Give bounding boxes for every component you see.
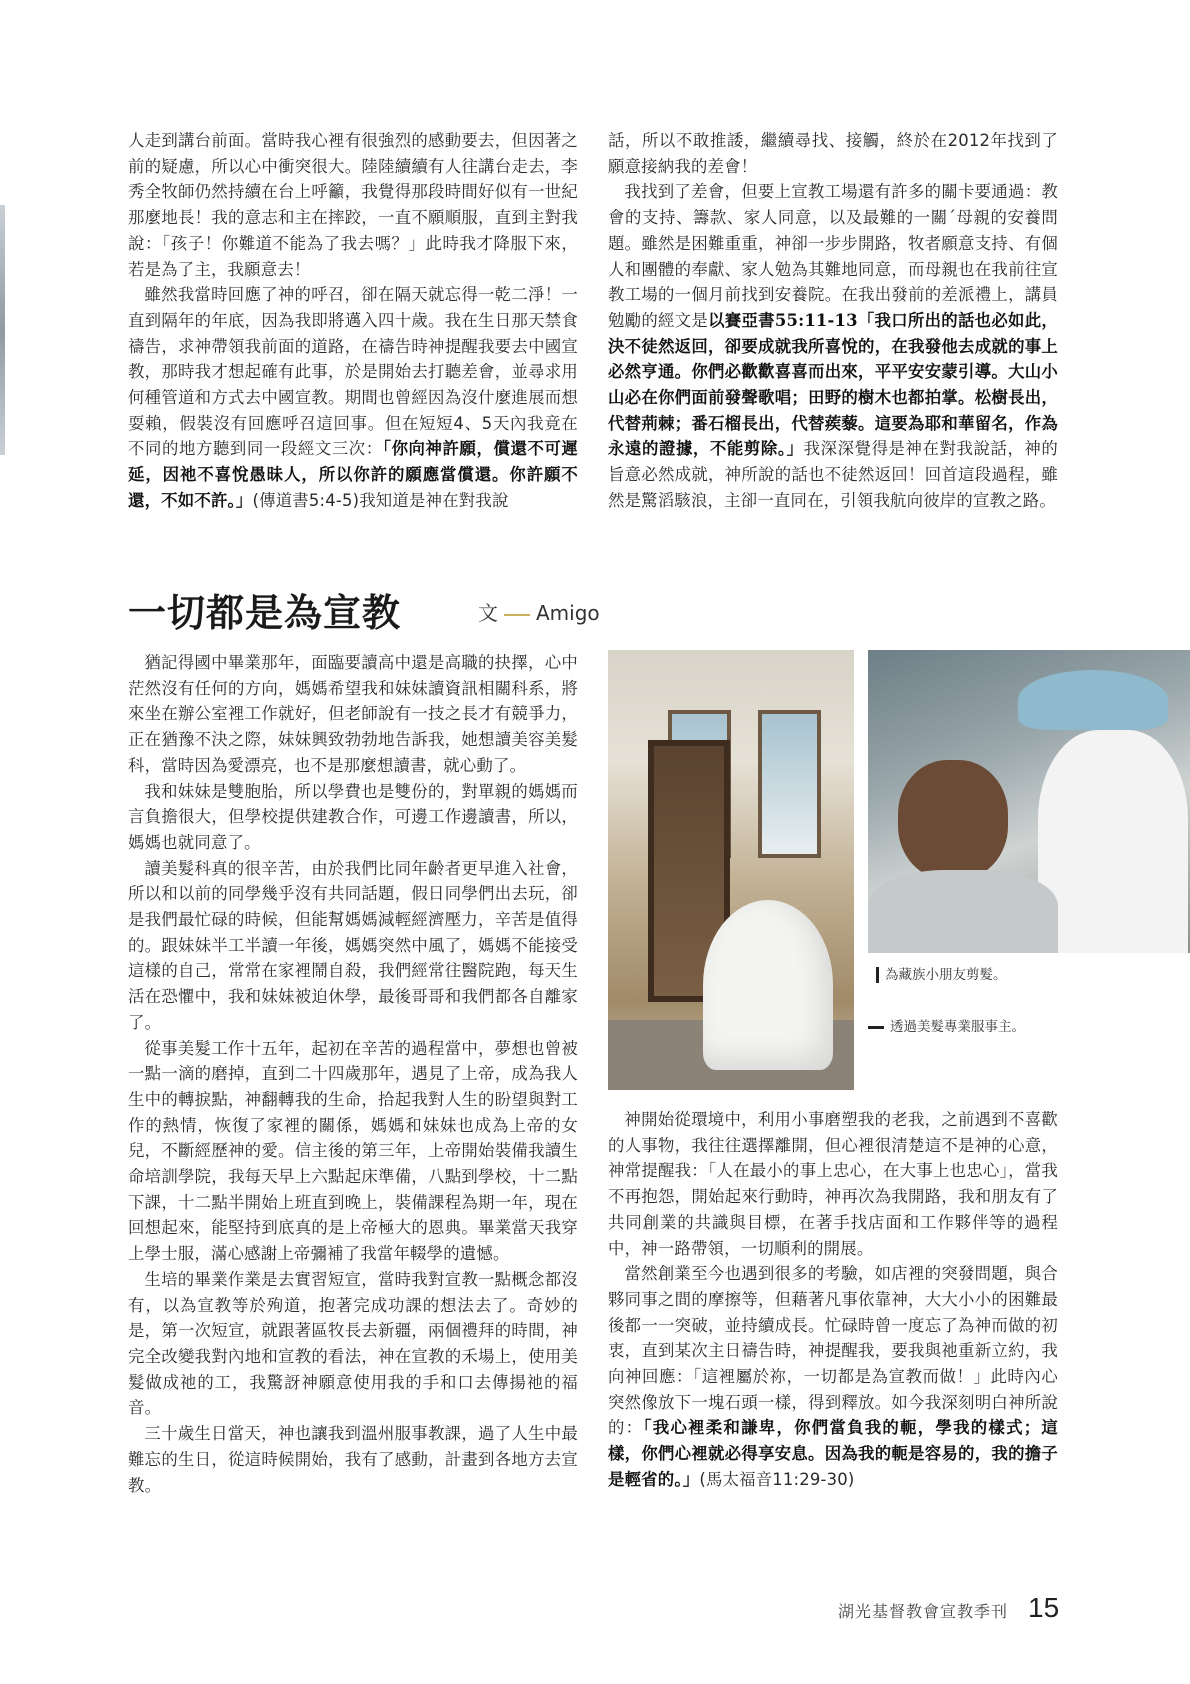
paragraph: 我找到了差會，但要上宣教工場還有許多的關卡要通過：教會的支持、籌款、家人同意，以及最難的一關ˊ母親的安養問題。雖然是困難重重，神卻一步步開路，牧者願意支持、有個人和團體的奉獻、家人勉為其難地同意，而母親也在我前往宣教工場的一個月前找到安養院。在我出發前的差派禮上，講員勉勵的經文是以賽亞書55:11-13「我口所出的話也必如此，決不徒然返回，卻要成就我所喜悅的，在我發他去成就的事上必然亨通。你們必歡歡喜喜而出來，平平安安蒙引導。大山小山必在你們面前發聲歌唱；田野的樹木也都拍掌。松樹長出，代替荊棘；番石榴長出，代替蒺藜。這要為耶和華留名，作為永遠的證據，不能剪除。」我深深覺得是神在對我說話，神的旨意必然成就，神所說的話也不徒然返回！回首這段過程，雖然是驚滔駭浪，主卻一直同在，引領我航向彼岸的宣教之路。 [608,182,1059,510]
text-column-bottom-right [608,1107,1058,1493]
author-name: Amigo [536,601,600,625]
page-number: 15 [1028,1592,1060,1623]
paragraph: 話，所以不敢推諉，繼續尋找、接觸，終於在2012年找到了願意接納我的差會！ [608,131,1058,176]
hairdresser-figure [1038,730,1188,953]
publication-name: 湖光基督教會宣教季刊 [838,1602,1009,1621]
boy-figure [898,760,1008,880]
paragraph: 雖然我當時回應了神的呼召，卻在隔天就忘得一乾二淨！一直到隔年的年底，因為我即將邁入四十歲。我在生日那天禁食禱告，求神帶領我前面的道路，在禱告時神提醒我要去中國宣教，那時我才想起確有此事，於是開始去打聽差會，並尋求用何種管道和方式去中國宣教。期間也曾經因為沒什麼進展而想耍賴，假裝沒有回應呼召這回事。但在短短4、5天內我竟在不同的地方聽到同一段經文三次：「你向神許願，償還不可遲延，因祂不喜悅愚昧人，所以你許的願應當償還。你許願不還，不如不許。」(傳道書5:4-5)我知道是神在對我說 [128,285,579,510]
text-column-top-right [608,128,1058,514]
haircut-cape [868,870,1058,953]
salon-window [758,710,821,858]
article-title: 一切都是為宣教 [128,591,402,635]
photo-caption: 為藏族小朋友剪髮。 [876,966,1007,984]
paragraph: 當然創業至今也遇到很多的考驗，如店裡的突發問題，與合夥同事之間的摩擦等，但藉著凡事依靠神，大大小小的困難最後都一一突破，並持續成長。忙碌時曾一度忘了為神而做的初衷，直到某次主日禱告時，神提醒我，要我與祂重新立約，我向神回應：「這裡屬於祢，一切都是為宣教而做！」此時內心突然像放下一塊石頭一樣，得到釋放。如今我深刻明白神所說的：「我心裡柔和謙卑，你們當負我的軛，學我的樣式；這樣，你們心裡就必得享安息。因為我的軛是容易的，我的擔子是輕省的。」(馬太福音11:29-30) [608,1264,1058,1489]
text-column-bottom-left [128,650,578,1498]
paragraph: 生培的畢業作業是去實習短宣，當時我對宣教一點概念都沒有，以為宣教等於殉道，抱著完成功課的想法去了。奇妙的是，第一次短宣，就跟著區牧長去新疆，兩個禮拜的時間，神完全改變我對內地和宣教的看法，神在宣教的禾場上，使用美髮做成祂的工，我驚訝神願意使用我的手和口去傳揚祂的福音。 [128,1269,578,1418]
article-header [128,590,598,636]
caption-marker [876,967,879,983]
paragraph: 人走到講台前面。當時我心裡有很強烈的感動要去，但因著之前的疑慮，所以心中衝突很大。陸陸續續有人往講台走去，李秀全牧師仍然持續在台上呼籲，我覺得那段時間好似有一世紀那麼地長！我的意志和主在摔跤，一直不願順服，直到主對我說：「孩子！你難道不能為了我去嗎？」此時我才降服下來，若是為了主，我願意去！ [128,131,578,279]
byline: 文 Amigo [478,601,600,625]
edge-decoration [0,205,5,455]
paragraph: 三十歲生日當天，神也讓我到溫州服事教課，過了人生中最難忘的生日，從這時候開始，我有了感動，計畫到各地方去宣教。 [128,1424,578,1495]
photo-haircut [868,650,1190,953]
hairdresser-cap [1018,670,1168,730]
scripture-quote: 「你向神許願，償還不可遲延，因祂不喜悅愚昧人，所以你許的願應當償還。你許願不還，不如不許。」 [128,439,579,510]
byline-dash [504,614,530,616]
scripture-quote: 以賽亞書55:11-13「我口所出的話也必如此，決不徒然返回，卻要成就我所喜悅的，在我發他去成就的事上必然亨通。你們必歡歡喜喜而出來，平平安安蒙引導。大山小山必在你們面前發聲歌唱；田野的樹木也都拍掌。松樹長出，代替荊棘；番石榴長出，代替蒺藜。這要為耶和華留名，作為永遠的證據，不能剪除。」 [608,310,1058,459]
photo-salon [608,650,854,1090]
caption-marker [868,1026,884,1029]
paragraph: 猶記得國中畢業那年，面臨要讀高中還是高職的抉擇，心中茫然沒有任何的方向，媽媽希望我和妹妹讀資訊相關科系，將來坐在辦公室裡工作就好，但老師說有一技之長才有競爭力，正在猶豫不決之際，妹妹興致勃勃地告訴我，她想讀美容美髮科，當時因為愛漂亮，也不是那麼想讀書，就心動了。 [128,653,578,775]
paragraph: 神開始從環境中，利用小事磨塑我的老我，之前遇到不喜歡的人事物，我往往選擇離開，但心裡很清楚這不是神的心意，神常提醒我：「人在最小的事上忠心，在大事上也忠心」，當我不再抱怨，開始起來行動時，神再次為我開路，我和朋友有了共同創業的共識與目標，在著手找店面和工作夥伴等的過程中，神一路帶領，一切順利的開展。 [608,1110,1058,1258]
paragraph: 我和妹妹是雙胞胎，所以學費也是雙份的，對單親的媽媽而言負擔很大，但學校提供建教合作，可邊工作邊讀書，所以，媽媽也就同意了。 [128,781,578,852]
text-column-top-left [128,128,578,514]
scripture-quote: 「我心裡柔和謙卑，你們當負我的軛，學我的樣式；這樣，你們心裡就必得享安息。因為我的軛是容易的，我的擔子是輕省的。」 [608,1418,1058,1489]
photo-caption: 透過美髮專業服事主。 [868,1018,1025,1036]
paragraph: 從事美髮工作十五年，起初在辛苦的過程當中，夢想也曾被一點一滴的磨掉，直到二十四歲那年，遇見了上帝，成為我人生中的轉捩點，神翻轉我的生命，拾起我對人生的盼望與對工作的熱情，恢復了家裡的關係，媽媽和妹妹也成為上帝的女兒，不斷經歷神的愛。信主後的第三年，上帝開始裝備我讀生命培訓學院，我每天早上六點起床準備，八點到學校，十二點下課，十二點半開始上班直到晚上，裝備課程為期一年，現在回想起來，能堅持到底真的是上帝極大的恩典。畢業當天我穿上學士服，滿心感謝上帝彌補了我當年輟學的遺憾。 [128,1038,578,1264]
salon-cape [703,900,833,1070]
paragraph: 讀美髮科真的很辛苦，由於我們比同年齡者更早進入社會，所以和以前的同學幾乎沒有共同話題，假日同學們出去玩，卻是我們最忙碌的時候，但能幫媽媽減輕經濟壓力，辛苦是值得的。跟妹妹半工半讀一年後，媽媽突然中風了，媽媽不能接受這樣的自己，常常在家裡鬧自殺，我們經常往醫院跑，每天生活在恐懼中，我和妹妹被迫休學，最後哥哥和我們都各自離家了。 [128,858,578,1032]
